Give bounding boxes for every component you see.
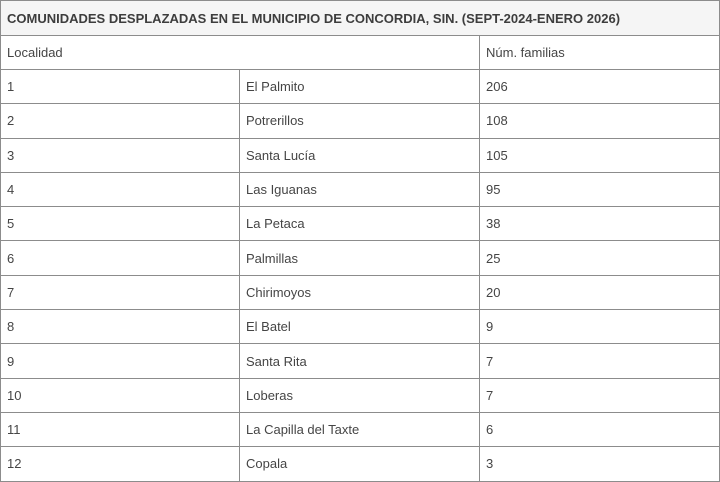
table-row [1, 275, 720, 309]
title-row [1, 1, 720, 36]
table-row [1, 412, 720, 446]
table-title: COMUNIDADES DESPLAZADAS EN EL MUNICIPIO DE CONCORDIA, SIN. (SEPT-2024-ENERO 2026) [1, 1, 720, 36]
row-number: 10 [1, 378, 240, 412]
locality-name: Chirimoyos [240, 275, 480, 309]
table-row [1, 310, 720, 344]
table-row [1, 344, 720, 378]
family-count: 20 [480, 275, 720, 309]
family-count: 105 [480, 138, 720, 172]
family-count: 25 [480, 241, 720, 275]
row-number: 5 [1, 207, 240, 241]
table-row [1, 172, 720, 206]
table-row [1, 241, 720, 275]
row-number: 2 [1, 104, 240, 138]
row-number: 9 [1, 344, 240, 378]
row-number: 11 [1, 412, 240, 446]
locality-name: Loberas [240, 378, 480, 412]
locality-name: Santa Lucía [240, 138, 480, 172]
family-count: 9 [480, 310, 720, 344]
row-number: 12 [1, 447, 240, 481]
family-count: 108 [480, 104, 720, 138]
header-families: Núm. familias [480, 36, 720, 70]
locality-name: El Palmito [240, 70, 480, 104]
table-row [1, 104, 720, 138]
header-locality: Localidad [1, 36, 480, 70]
table-row [1, 138, 720, 172]
family-count: 95 [480, 172, 720, 206]
family-count: 7 [480, 344, 720, 378]
locality-name: La Capilla del Taxte [240, 412, 480, 446]
locality-name: Palmillas [240, 241, 480, 275]
row-number: 7 [1, 275, 240, 309]
family-count: 6 [480, 412, 720, 446]
table-row [1, 447, 720, 481]
row-number: 4 [1, 172, 240, 206]
row-number: 8 [1, 310, 240, 344]
row-number: 6 [1, 241, 240, 275]
table-row [1, 70, 720, 104]
row-number: 3 [1, 138, 240, 172]
locality-name: Copala [240, 447, 480, 481]
table-row [1, 378, 720, 412]
family-count: 3 [480, 447, 720, 481]
locality-name: Las Iguanas [240, 172, 480, 206]
locality-name: La Petaca [240, 207, 480, 241]
locality-name: Santa Rita [240, 344, 480, 378]
family-count: 7 [480, 378, 720, 412]
family-count: 38 [480, 207, 720, 241]
header-row [1, 36, 720, 70]
locality-name: El Batel [240, 310, 480, 344]
row-number: 1 [1, 70, 240, 104]
table-row [1, 207, 720, 241]
family-count: 206 [480, 70, 720, 104]
locality-name: Potrerillos [240, 104, 480, 138]
